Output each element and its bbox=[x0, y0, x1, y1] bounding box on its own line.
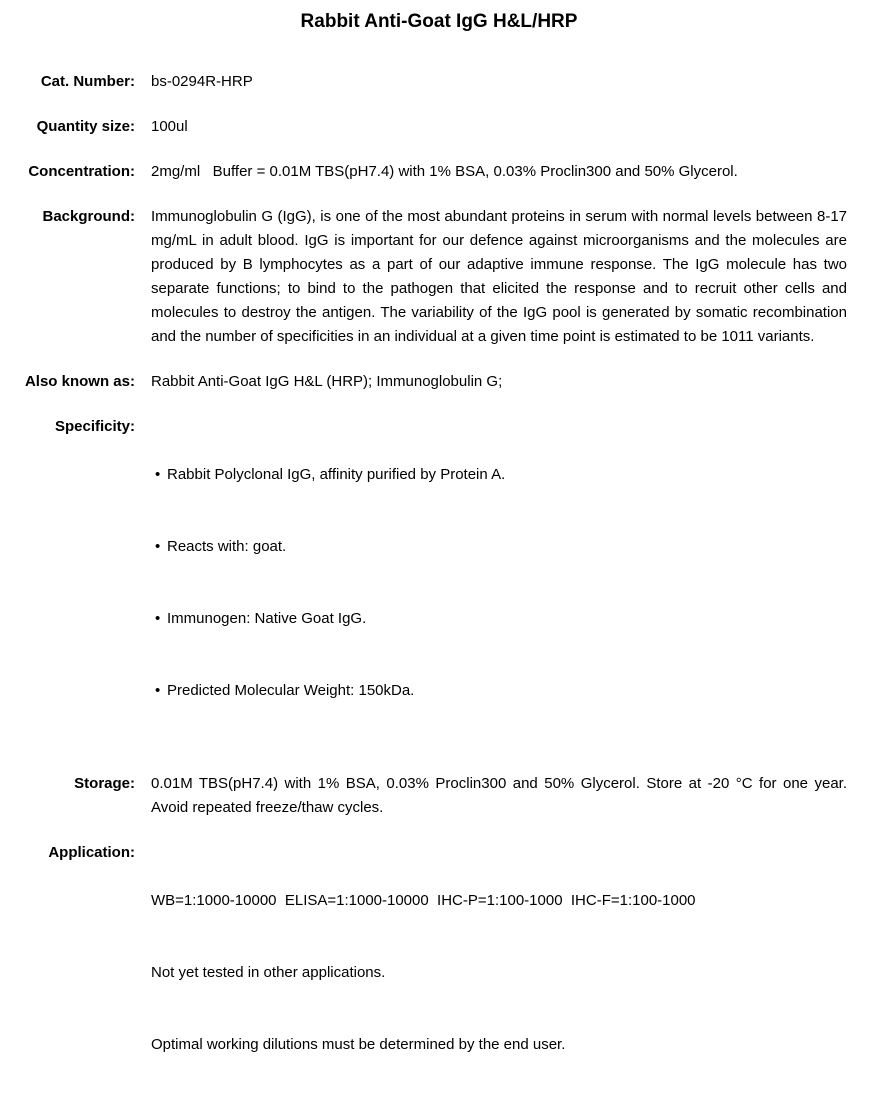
quantity-size-label: Quantity size: bbox=[36, 118, 135, 135]
application-lines bbox=[151, 841, 847, 1105]
list-item bbox=[151, 463, 847, 487]
application-label: Application: bbox=[48, 844, 135, 861]
specificity-item-text: Reacts with: goat. bbox=[167, 538, 287, 555]
specificity-label: Specificity: bbox=[54, 418, 135, 435]
bullet-icon: • bbox=[155, 466, 161, 483]
row-cat-number bbox=[0, 70, 878, 94]
quantity-size-value: 100ul bbox=[151, 118, 188, 135]
concentration-label: Concentration: bbox=[28, 163, 135, 180]
also-known-as-value: Rabbit Anti-Goat IgG H&L (HRP); Immunoglobulin G; bbox=[151, 373, 503, 390]
storage-text: 0.01M TBS(pH7.4) with 1% BSA, 0.03% Proclin300 and 50% Glycerol. Store at -20 °C for one year. Avoid repeated freeze/thaw cycles. bbox=[151, 775, 851, 816]
row-also-known-as bbox=[0, 370, 878, 394]
row-application bbox=[0, 841, 878, 1105]
specificity-item-text: Predicted Molecular Weight: 150kDa. bbox=[167, 682, 415, 699]
storage-label: Storage: bbox=[74, 775, 135, 792]
concentration-value: 2mg/ml Buffer = 0.01M TBS(pH7.4) with 1% BSA, 0.03% Proclin300 and 50% Glycerol. bbox=[151, 163, 738, 180]
background-text: Immunoglobulin G (IgG), is one of the most abundant proteins in serum with normal levels between 8-17 mg/mL in adult blood. IgG is important for our defence against microorganisms and the molecules are produced by B lymphocytes as a part of our adaptive immune response. The IgG molecule has two separate functions; to bind to the pathogen that elicited the response and to recruit other cells and molecules to destroy the antigen. The variability of the IgG pool is generated by somatic recombination and the number of specificities in an individual at a given time point is estimated to be 1011 variants. bbox=[151, 208, 852, 345]
list-item bbox=[151, 607, 847, 631]
list-item bbox=[151, 679, 847, 703]
cat-number-label: Cat. Number: bbox=[40, 73, 135, 90]
bullet-icon: • bbox=[155, 610, 161, 627]
row-specificity bbox=[0, 415, 878, 751]
specificity-item-text: Rabbit Polyclonal IgG, affinity purified by Protein A. bbox=[167, 466, 506, 483]
row-storage bbox=[0, 772, 878, 820]
application-dilutions-line: WB=1:1000-10000 ELISA=1:1000-10000 IHC-P=1:100-1000 IHC-F=1:100-1000 bbox=[151, 892, 696, 909]
specificity-list bbox=[151, 415, 847, 751]
application-note-line: Not yet tested in other applications. bbox=[151, 964, 386, 981]
datasheet-sections bbox=[0, 70, 878, 1105]
row-concentration bbox=[0, 160, 878, 184]
specificity-item-text: Immunogen: Native Goat IgG. bbox=[167, 610, 367, 627]
bullet-icon: • bbox=[155, 538, 161, 555]
row-quantity-size bbox=[0, 115, 878, 139]
also-known-as-label: Also known as: bbox=[24, 373, 135, 390]
list-item bbox=[151, 535, 847, 559]
background-label: Background: bbox=[42, 208, 135, 225]
cat-number-value: bs-0294R-HRP bbox=[151, 73, 253, 90]
application-note-line: Optimal working dilutions must be determined by the end user. bbox=[151, 1036, 566, 1053]
row-background bbox=[0, 205, 878, 349]
bullet-icon: • bbox=[155, 682, 161, 699]
page-title: Rabbit Anti-Goat IgG H&L/HRP bbox=[300, 11, 578, 32]
